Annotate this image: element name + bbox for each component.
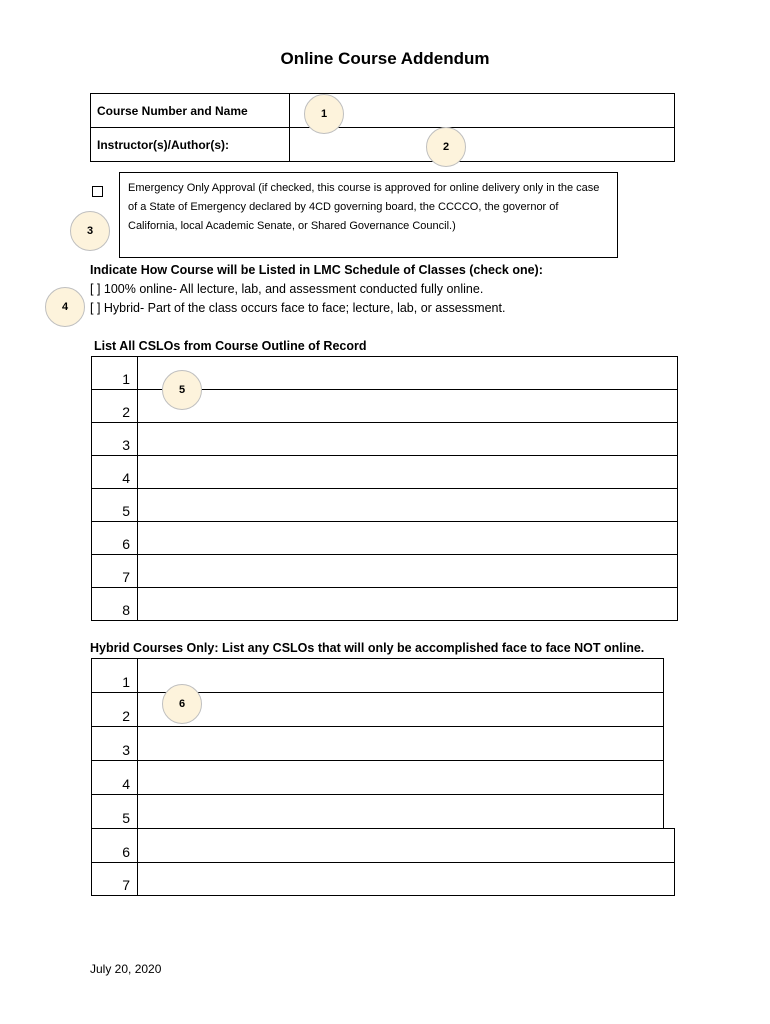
instructor-label: Instructor(s)/Author(s): — [91, 128, 290, 162]
emergency-approval-box — [119, 172, 618, 258]
table-row — [92, 727, 664, 761]
cslo-field[interactable] — [138, 863, 675, 896]
footer-date: July 20, 2020 — [90, 962, 162, 976]
cslo-heading: List All CSLOs from Course Outline of Record — [94, 339, 367, 353]
table-row — [92, 863, 675, 896]
row-number: 3 — [92, 423, 138, 456]
row-number: 1 — [92, 659, 138, 693]
table-row — [92, 522, 678, 555]
table-row — [92, 489, 678, 522]
row-number: 2 — [92, 390, 138, 423]
cslo-field[interactable] — [138, 727, 664, 761]
table-row — [91, 94, 675, 128]
cslo-field[interactable] — [138, 522, 678, 555]
table-row — [92, 829, 675, 863]
cslo-field[interactable] — [138, 489, 678, 522]
row-number: 5 — [92, 795, 138, 829]
cslo-field[interactable] — [138, 555, 678, 588]
hybrid-heading: Hybrid Courses Only: List any CSLOs that will only be accomplished face to face NOT online. — [90, 641, 645, 655]
marker-2: 2 — [426, 127, 466, 167]
course-number-field[interactable] — [290, 94, 675, 128]
row-number: 4 — [92, 761, 138, 795]
cslo-field[interactable] — [138, 357, 678, 390]
row-number: 3 — [92, 727, 138, 761]
emergency-checkbox[interactable] — [92, 186, 103, 197]
option-online[interactable]: [ ] 100% online- All lecture, lab, and assessment conducted fully online. — [90, 282, 484, 296]
listing-heading: Indicate How Course will be Listed in LMC Schedule of Classes (check one): — [90, 263, 543, 277]
page-title: Online Course Addendum — [280, 49, 490, 68]
instructor-field[interactable] — [290, 128, 675, 162]
table-row — [92, 456, 678, 489]
cslo-field[interactable] — [138, 761, 664, 795]
cslo-field[interactable] — [138, 588, 678, 621]
marker-6: 6 — [162, 684, 202, 724]
table-row — [92, 761, 664, 795]
course-number-label: Course Number and Name — [91, 94, 290, 128]
table-row — [92, 588, 678, 621]
cslo-field[interactable] — [138, 693, 664, 727]
row-number: 4 — [92, 456, 138, 489]
hybrid-table-lower — [91, 828, 675, 896]
row-number: 6 — [92, 522, 138, 555]
marker-5: 5 — [162, 370, 202, 410]
option-hybrid[interactable]: [ ] Hybrid- Part of the class occurs face to face; lecture, lab, or assessment. — [90, 301, 506, 315]
cslo-field[interactable] — [138, 456, 678, 489]
table-row — [91, 128, 675, 162]
cslo-field[interactable] — [138, 659, 664, 693]
row-number: 1 — [92, 357, 138, 390]
row-number: 5 — [92, 489, 138, 522]
table-row — [92, 795, 664, 829]
table-row — [92, 555, 678, 588]
marker-1: 1 — [304, 94, 344, 134]
course-info-table — [90, 93, 675, 162]
marker-4: 4 — [45, 287, 85, 327]
cslo-field[interactable] — [138, 423, 678, 456]
row-number: 2 — [92, 693, 138, 727]
row-number: 8 — [92, 588, 138, 621]
cslo-field[interactable] — [138, 829, 675, 863]
cslo-field[interactable] — [138, 795, 664, 829]
row-number: 6 — [92, 829, 138, 863]
row-number: 7 — [92, 863, 138, 896]
table-row — [92, 423, 678, 456]
marker-3: 3 — [70, 211, 110, 251]
row-number: 7 — [92, 555, 138, 588]
emergency-text: Emergency Only Approval (if checked, this course is approved for online delivery only in the case of a State of Emergency declared by 4CD governing board, the CCCCO, the governor of California, local Academic Senate, or Shared Governance Council.) — [128, 182, 600, 232]
cslo-field[interactable] — [138, 390, 678, 423]
